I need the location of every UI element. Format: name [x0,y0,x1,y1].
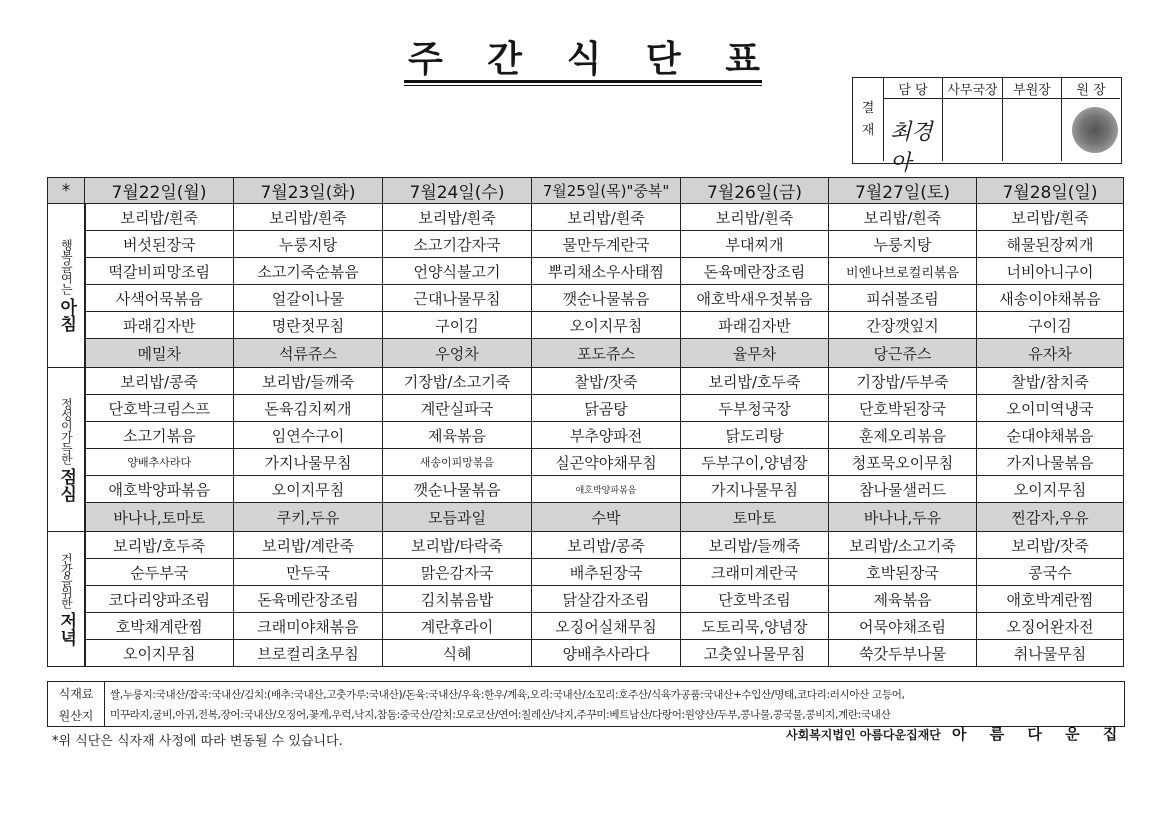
drink-cell: 바나나,토마토 [85,503,234,532]
menu-cell: 기장밥/소고기죽 [383,368,532,395]
menu-cell: 보리밥/호두죽 [85,532,234,559]
menu-cell: 계란후라이 [383,613,532,640]
menu-cell: 보리밥/흰죽 [383,204,532,231]
approval-box [852,77,1122,176]
menu-cell: 보리밥/계란죽 [234,532,383,559]
menu-cell: 버섯된장국 [85,231,234,258]
approval-cell-staff [884,99,943,176]
menu-cell: 새송이피망볶음 [383,449,532,476]
menu-cell: 돈육메란장조림 [234,586,383,613]
day-header: 7월25일(목)"중복" [532,178,681,204]
table-row [48,395,1124,422]
menu-cell: 깻순나물볶음 [532,285,681,312]
menu-cell: 보리밥/호두죽 [681,368,829,395]
menu-cell: 가지나물볶음 [977,449,1124,476]
footnote: *위 식단은 식자재 사정에 따라 변동될 수 있습니다. [52,734,343,749]
meal-label-breakfast: 행복을여는 아침 [48,204,85,368]
menu-cell: 소고기감자국 [383,231,532,258]
menu-cell: 부추양파전 [532,422,681,449]
menu-cell: 떡갈비피망조림 [85,258,234,285]
foundation-name: 사회복지법인 아름다운집재단 [786,728,941,742]
menu-cell: 누룽지탕 [234,231,383,258]
drink-cell: 찐감자,우유 [977,503,1124,532]
menu-cell: 보리밥/흰죽 [977,204,1124,231]
menu-cell: 고춧잎나물무침 [681,640,829,667]
table-row [48,231,1124,258]
menu-cell: 단호박된장국 [829,395,977,422]
menu-cell: 두부청국장 [681,395,829,422]
menu-cell: 단호박크림스프 [85,395,234,422]
table-row [48,422,1124,449]
menu-cell: 브로컬리초무침 [234,640,383,667]
approval-cell-secretary [943,99,1003,161]
menu-cell: 누룽지탕 [829,231,977,258]
menu-cell: 보리밥/잣죽 [977,532,1124,559]
menu-cell: 보리밥/흰죽 [532,204,681,231]
menu-cell: 뿌리채소우사태찜 [532,258,681,285]
drink-cell: 모듬과일 [383,503,532,532]
menu-cell: 깻순나물볶음 [383,476,532,503]
menu-cell: 만두국 [234,559,383,586]
day-header: 7월27일(토) [829,178,977,204]
menu-cell: 명란젓무침 [234,312,383,339]
drink-cell: 유자차 [977,339,1124,368]
menu-cell: 단호박조림 [681,586,829,613]
menu-cell: 보리밥/흰죽 [681,204,829,231]
menu-cell: 너비아니구이 [977,258,1124,285]
menu-cell: 계란실파국 [383,395,532,422]
menu-cell: 닭도리탕 [681,422,829,449]
menu-cell: 구이김 [383,312,532,339]
drink-row [48,339,1124,368]
table-row [48,312,1124,339]
drink-cell: 율무차 [681,339,829,368]
director-stamp-icon [1072,107,1118,153]
menu-cell: 애호박양파볶음 [532,476,681,503]
menu-cell: 부대찌개 [681,231,829,258]
menu-cell: 보리밥/들깨죽 [681,532,829,559]
menu-cell: 돈육메란장조림 [681,258,829,285]
menu-cell: 애호박새우젓볶음 [681,285,829,312]
menu-cell: 파래김자반 [85,312,234,339]
menu-cell: 보리밥/소고기죽 [829,532,977,559]
menu-cell: 김치볶음밥 [383,586,532,613]
drink-cell: 쿠키,두유 [234,503,383,532]
approval-cell-director [1062,99,1120,161]
approval-cell-vice-director [1003,99,1062,161]
organization-name: 아 름 다 운 집 [951,725,1127,743]
menu-cell: 훈제오리볶음 [829,422,977,449]
origin-line-2: 미꾸라지,굴비,아귀,전복,장어:국내산/오징어,꽃게,우럭,낙지,참돔:중국산/갈치:모로코산/연어:칠레산/낙지,주꾸미:베트남산/다랑어:원양산/두부,콩나물,콩국물,콩비지,계란:국내산 [110,709,891,721]
day-header: 7월22일(월) [85,178,234,204]
origin-box [47,681,1125,727]
menu-cell: 제육볶음 [829,586,977,613]
menu-cell: 크래미계란국 [681,559,829,586]
menu-cell: 순두부국 [85,559,234,586]
menu-cell: 사색어묵볶음 [85,285,234,312]
menu-cell: 비엔나브로컬리볶음 [829,258,977,285]
menu-cell: 얼갈이나물 [234,285,383,312]
menu-cell: 보리밥/흰죽 [829,204,977,231]
menu-cell: 참나물샐러드 [829,476,977,503]
page-title [408,34,760,78]
menu-cell: 가지나물무침 [681,476,829,503]
weekly-menu-table [47,177,1124,667]
table-row [48,640,1124,667]
menu-cell: 도토리묵,양념장 [681,613,829,640]
menu-cell: 호박된장국 [829,559,977,586]
menu-cell: 파래김자반 [681,312,829,339]
approval-header-vice-director: 부원장 [1003,78,1062,99]
menu-cell: 취나물무침 [977,640,1124,667]
table-row [48,613,1124,640]
title-char: 주 [408,38,443,80]
drink-cell: 수박 [532,503,681,532]
table-row [48,532,1124,559]
menu-cell: 오이지무침 [234,476,383,503]
menu-cell: 크래미야채볶음 [234,613,383,640]
menu-cell: 찰밥/잣죽 [532,368,681,395]
table-row [48,285,1124,312]
origin-line-1: 쌀,누룽지:국내산/잡곡:국내산/김치:(배추:국내산,고춧가루:국내산)/돈육:국내산/우육:한우/계육,오리:국내산/소꼬리:호주산/식육가공품:국내산+수입산/명태,코다리:러시아산 고등어, [110,689,905,701]
menu-cell: 식혜 [383,640,532,667]
table-row [48,559,1124,586]
menu-cell: 양배추사라다 [85,449,234,476]
menu-cell: 쑥갓두부나물 [829,640,977,667]
origin-label: 식재료 원산지 [48,682,105,726]
menu-cell: 구이김 [977,312,1124,339]
menu-cell: 콩국수 [977,559,1124,586]
menu-cell: 찰밥/참치죽 [977,368,1124,395]
approval-header-secretary: 사무국장 [943,78,1003,99]
title-underline-thin [404,85,762,86]
menu-cell: 양배추사라다 [532,640,681,667]
drink-cell: 토마토 [681,503,829,532]
menu-cell: 돈육김치찌개 [234,395,383,422]
drink-cell: 바나나,두유 [829,503,977,532]
menu-cell: 보리밥/흰죽 [234,204,383,231]
organization [786,723,1126,744]
menu-cell: 애호박양파볶음 [85,476,234,503]
menu-cell: 근대나물무침 [383,285,532,312]
menu-cell: 물만두계란국 [532,231,681,258]
menu-cell: 호박채계란찜 [85,613,234,640]
menu-cell: 어묵야채조림 [829,613,977,640]
menu-cell: 맑은감자국 [383,559,532,586]
day-header-row [48,178,1124,204]
drink-cell: 우엉차 [383,339,532,368]
table-row [48,449,1124,476]
menu-cell: 오이지무침 [977,476,1124,503]
drink-cell: 메밀차 [85,339,234,368]
drink-row [48,503,1124,532]
meal-label-dinner: 건강을위한 저녁 [48,532,85,667]
menu-cell: 닭살감자조림 [532,586,681,613]
signature: 최경아 [890,120,933,176]
menu-cell: 오이지무침 [532,312,681,339]
menu-cell: 제육볶음 [383,422,532,449]
drink-cell: 포도쥬스 [532,339,681,368]
menu-cell: 배추된장국 [532,559,681,586]
approval-header-staff: 담 당 [884,78,943,99]
day-header: 7월23일(화) [234,178,383,204]
menu-cell: 두부구이,양념장 [681,449,829,476]
drink-cell: 당근쥬스 [829,339,977,368]
title-char: 단 [645,38,681,80]
day-header: 7월28일(일) [977,178,1124,204]
approval-header-director: 원 장 [1062,78,1120,99]
menu-cell: 간장깻잎지 [829,312,977,339]
title-char: 간 [487,38,523,80]
menu-cell: 보리밥/콩죽 [532,532,681,559]
menu-cell: 오이지무침 [85,640,234,667]
menu-cell: 새송이야채볶음 [977,285,1124,312]
corner-cell: * [48,178,85,204]
menu-cell: 언양식불고기 [383,258,532,285]
menu-cell: 기장밥/두부죽 [829,368,977,395]
title-underline [404,80,762,83]
menu-cell: 가지나물무침 [234,449,383,476]
menu-cell: 소고기죽순볶음 [234,258,383,285]
menu-cell: 소고기볶음 [85,422,234,449]
menu-cell: 오징어완자전 [977,613,1124,640]
menu-cell: 보리밥/들깨죽 [234,368,383,395]
menu-cell: 해물된장찌개 [977,231,1124,258]
table-row [48,204,1124,231]
approval-side-label: 결 재 [853,78,884,161]
menu-cell: 실곤약야채무침 [532,449,681,476]
menu-cell: 애호박계란찜 [977,586,1124,613]
menu-cell: 닭곰탕 [532,395,681,422]
menu-cell: 피쉬볼조림 [829,285,977,312]
menu-cell: 오징어실채무침 [532,613,681,640]
title-char: 표 [725,38,760,80]
table-row [48,586,1124,613]
table-row [48,258,1124,285]
menu-cell: 순대야채볶음 [977,422,1124,449]
title-char: 식 [566,38,602,80]
menu-cell: 임연수구이 [234,422,383,449]
menu-cell: 보리밥/콩죽 [85,368,234,395]
table-row [48,368,1124,395]
table-row [48,476,1124,503]
menu-cell: 보리밥/흰죽 [85,204,234,231]
day-header: 7월24일(수) [383,178,532,204]
menu-cell: 코다리양파조림 [85,586,234,613]
meal-label-lunch: 정성이가득한 점심 [48,368,85,532]
menu-cell: 청포묵오이무침 [829,449,977,476]
day-header: 7월26일(금) [681,178,829,204]
menu-cell: 보리밥/타락죽 [383,532,532,559]
menu-cell: 오이미역냉국 [977,395,1124,422]
drink-cell: 석류쥬스 [234,339,383,368]
